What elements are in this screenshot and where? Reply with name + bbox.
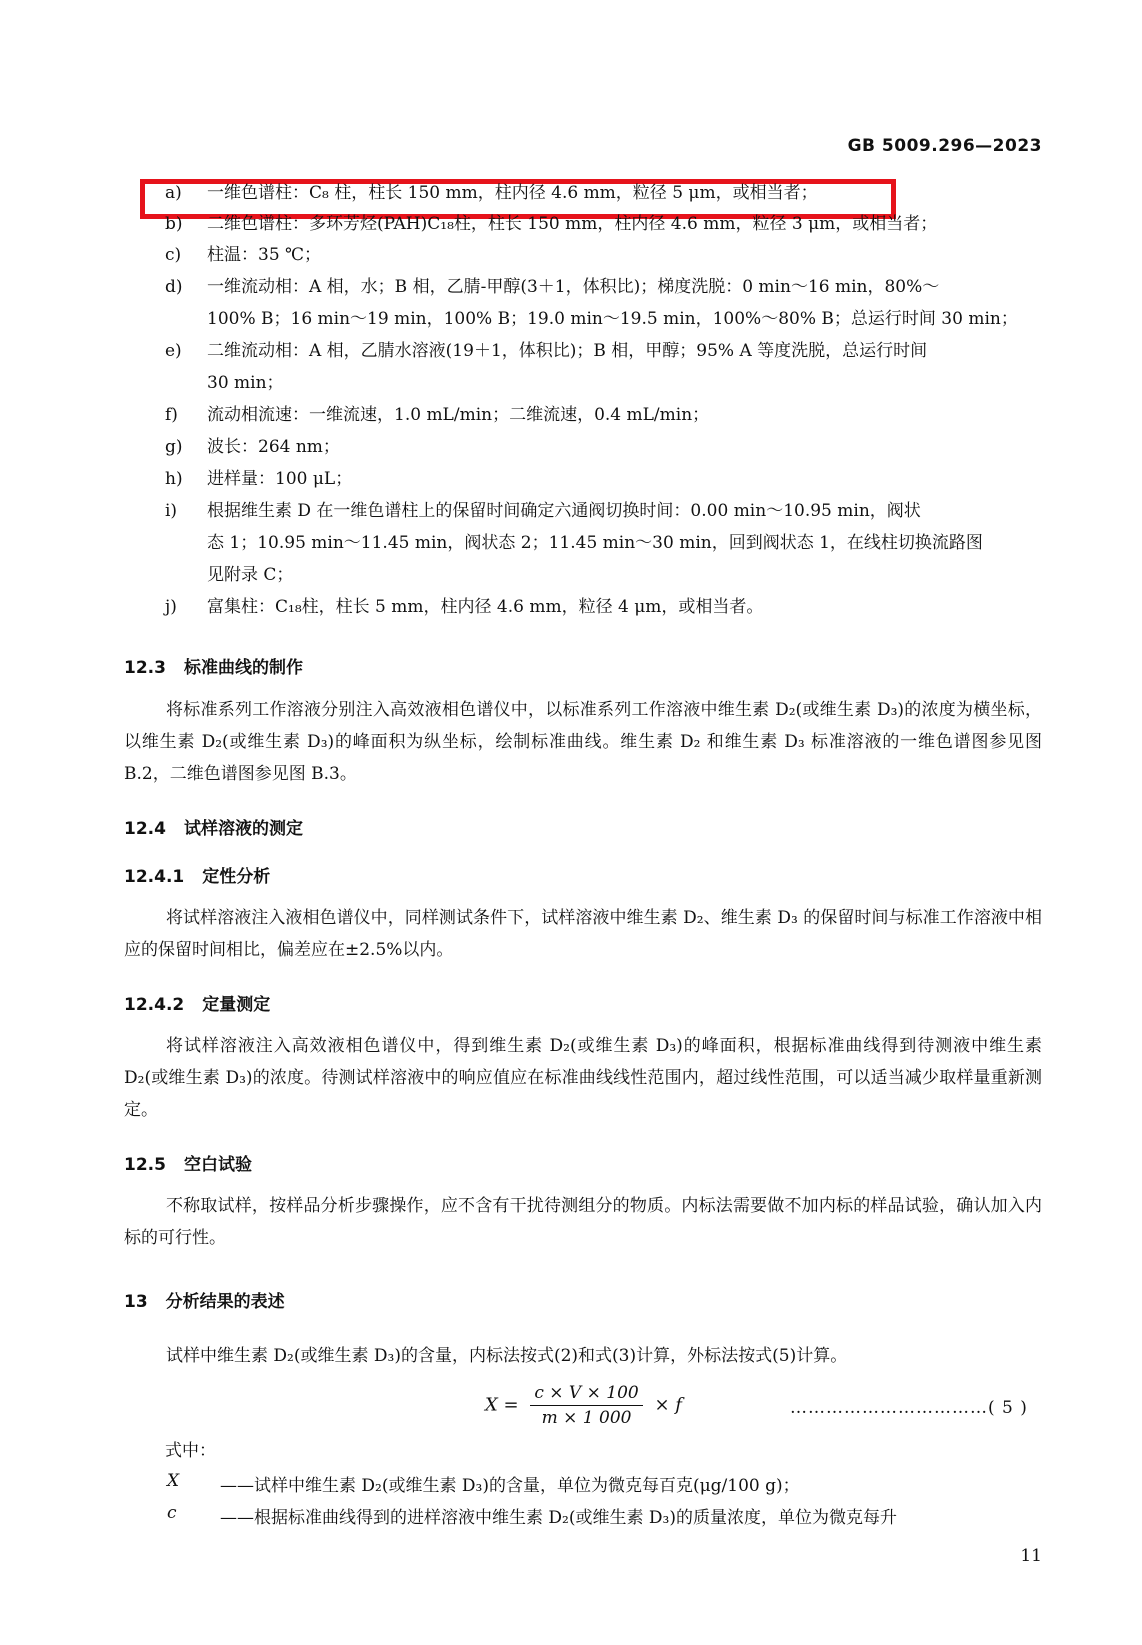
section-title: 空白试验: [183, 1155, 252, 1175]
list-item-label: d): [165, 277, 183, 297]
list-item-label: f): [165, 405, 178, 425]
list-item-label: j): [165, 597, 177, 617]
section-heading-12-4-2: [124, 990, 270, 1015]
section-number: 12.4: [124, 819, 166, 839]
list-item-text: 富集柱：C₁₈柱，柱长 5 mm，柱内径 4.6 mm，粒径 4 μm，或相当者。: [207, 597, 764, 617]
section-title: 试样溶液的测定: [183, 819, 303, 839]
list-item-text: 柱温：35 ℃；: [207, 245, 322, 265]
variable-description: ——根据标准曲线得到的进样溶液中维生素 D₂(或维生素 D₃)的质量浓度，单位为微克每升: [220, 1508, 897, 1528]
section-body-12-4-1: 将试样溶液注入液相色谱仪中，同样测试条件下，试样溶液中维生素 D₂、维生素 D₃ 的保留时间与标准工作溶液中相应的保留时间相比，偏差应在±2.5%以内。: [124, 908, 1042, 960]
list-item-label: e): [165, 341, 182, 361]
list-item-text: 进样量：100 μL；: [207, 469, 353, 489]
list-item-label: a): [165, 183, 182, 203]
variable-symbol: c: [167, 1503, 177, 1523]
list-item-text: 波长：264 nm；: [207, 437, 340, 457]
list-item-text-cont: 见附录 C；: [207, 565, 294, 585]
section-title: 分析结果的表述: [165, 1292, 285, 1312]
formula-numerator: c × V × 100: [530, 1383, 642, 1406]
list-item-label: b): [165, 214, 183, 234]
section-body-12-5: 不称取试样，按样品分析步骤操作，应不含有干扰待测组分的物质。内标法需要做不加内标的样品试验，确认加入内标的可行性。: [124, 1196, 1042, 1248]
variable-description: ——试样中维生素 D₂(或维生素 D₃)的含量，单位为微克每百克(μg/100 g)；: [220, 1476, 800, 1496]
formula-denominator: m × 1 000: [541, 1408, 632, 1428]
section-heading-12-4: [124, 814, 303, 839]
formula-fraction: [530, 1383, 642, 1428]
standard-code: GB 5009.296—2023: [847, 136, 1042, 156]
section-heading-12-3: [124, 653, 303, 678]
section-number: 12.4.2: [124, 995, 185, 1015]
list-item-label: c): [165, 245, 182, 265]
section-title: 定性分析: [202, 867, 271, 887]
list-item-label: g): [165, 437, 183, 457]
section-number: 12.4.1: [124, 867, 185, 887]
list-item-text: 根据维生素 D 在一维色谱柱上的保留时间确定六通阀切换时间：0.00 min～10.95 min，阀状: [207, 501, 921, 521]
list-item-text: 二维流动相：A 相，乙腈水溶液(19＋1，体积比)；B 相，甲醇；95% A 等度洗脱，总运行时间: [207, 341, 928, 361]
section-number: 12.3: [124, 658, 166, 678]
where-label: 式中：: [165, 1441, 216, 1461]
list-item-text-cont: 100% B；16 min～19 min，100% B；19.0 min～19.5 min，100%～80% B；总运行时间 30 min；: [207, 309, 1018, 329]
section-number: 13: [124, 1292, 148, 1312]
list-item-text: 一维流动相：A 相，水；B 相，乙腈-甲醇(3＋1，体积比)；梯度洗脱：0 min～16 min，80%～: [207, 277, 940, 297]
section-heading-13: [124, 1287, 285, 1312]
page-number: 11: [1020, 1546, 1042, 1566]
formula-lhs: X =: [485, 1394, 519, 1416]
formula-5: [485, 1383, 682, 1428]
section-body-13: 试样中维生素 D₂(或维生素 D₃)的含量，内标法按式(2)和式(3)计算，外标法按式(5)计算。: [166, 1346, 848, 1366]
section-heading-12-4-1: [124, 862, 270, 887]
formula-number: ( 5 ): [988, 1398, 1028, 1418]
list-item-text: 一维色谱柱：C₈ 柱，柱长 150 mm，柱内径 4.6 mm，粒径 5 μm，或相当者；: [207, 183, 818, 203]
list-item-label: i): [165, 501, 178, 521]
formula-dots: ……………………………: [790, 1398, 988, 1418]
section-number: 12.5: [124, 1155, 166, 1175]
variable-symbol: X: [167, 1471, 180, 1491]
section-title: 标准曲线的制作: [183, 658, 303, 678]
formula-rhs: × f: [654, 1394, 682, 1416]
section-heading-12-5: [124, 1150, 252, 1175]
section-body-12-4-2: 将试样溶液注入高效液相色谱仪中，得到维生素 D₂(或维生素 D₃)的峰面积，根据标准曲线得到待测液中维生素 D₂(或维生素 D₃)的浓度。待测试样溶液中的响应值应在标准曲线线性范围内，超过线性范围，可以适当减少取样量重新测定。: [124, 1036, 1042, 1120]
formula-leader: [790, 1398, 1028, 1418]
section-title: 定量测定: [202, 995, 271, 1015]
list-item-label: h): [165, 469, 183, 489]
section-body-12-3: 将标准系列工作溶液分别注入高效液相色谱仪中，以标准系列工作溶液中维生素 D₂(或维生素 D₃)的浓度为横坐标，以维生素 D₂(或维生素 D₃)的峰面积为纵坐标，绘制标准曲线。维生素 D₂ 和维生素 D₃ 标准溶液的一维色谱图参见图 B.2，二维色谱图参见图 B.3。: [124, 700, 1042, 784]
list-item-text: 流动相流速：一维流速，1.0 mL/min；二维流速，0.4 mL/min；: [207, 405, 710, 425]
list-item-text-cont: 态 1；10.95 min～11.45 min，阀状态 2；11.45 min～30 min，回到阀状态 1，在线柱切换流路图: [207, 533, 983, 553]
list-item-text-cont: 30 min；: [207, 373, 284, 393]
list-item-text: 二维色谱柱：多环芳烃(PAH)C₁₈柱，柱长 150 mm，柱内径 4.6 mm，粒径 3 μm，或相当者；: [207, 214, 938, 234]
